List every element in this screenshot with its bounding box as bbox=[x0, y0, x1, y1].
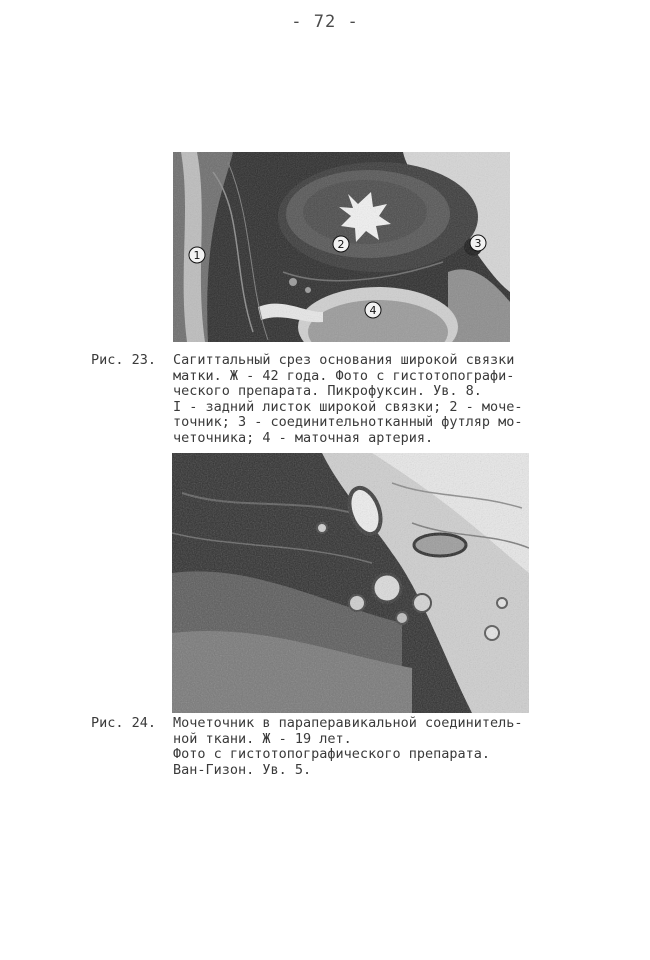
figure-24-micrograph bbox=[172, 453, 529, 713]
figure-23-micrograph bbox=[173, 152, 510, 342]
figure-23-photo bbox=[173, 152, 510, 342]
svg-text:3: 3 bbox=[474, 237, 482, 250]
svg-text:2: 2 bbox=[337, 238, 345, 251]
figure-24-caption-text: Мочеточник в параперавикальной соединитель- ной ткани. Ж - 19 лет. Фото с гистотопографического препарата. Ван-Гизон. Ув. 5. bbox=[173, 715, 523, 778]
marker-4 bbox=[365, 302, 381, 318]
figure-24-photo bbox=[172, 453, 529, 713]
figure-23-caption bbox=[91, 352, 561, 446]
figure-23-caption-text: Сагиттальный срез основания широкой связки матки. Ж - 42 года. Фото с гистотопографи- ческого препарата. Пикрофуксин. Ув. 8. I - задний листок широкой связки; 2 - моче- точник; 3 - соединительнотканный футляр мо- четочника; 4 - маточная артерия. bbox=[173, 352, 523, 446]
svg-text:4: 4 bbox=[369, 304, 377, 317]
svg-text:1: 1 bbox=[193, 249, 201, 262]
figure-24-caption bbox=[91, 716, 561, 806]
marker-2 bbox=[333, 236, 349, 252]
figure-24-label: Рис. 24. bbox=[91, 715, 157, 731]
figure-23-label: Рис. 23. bbox=[91, 352, 157, 368]
marker-1 bbox=[189, 247, 205, 263]
marker-3 bbox=[470, 235, 486, 251]
page-number: - 72 - bbox=[291, 12, 359, 32]
